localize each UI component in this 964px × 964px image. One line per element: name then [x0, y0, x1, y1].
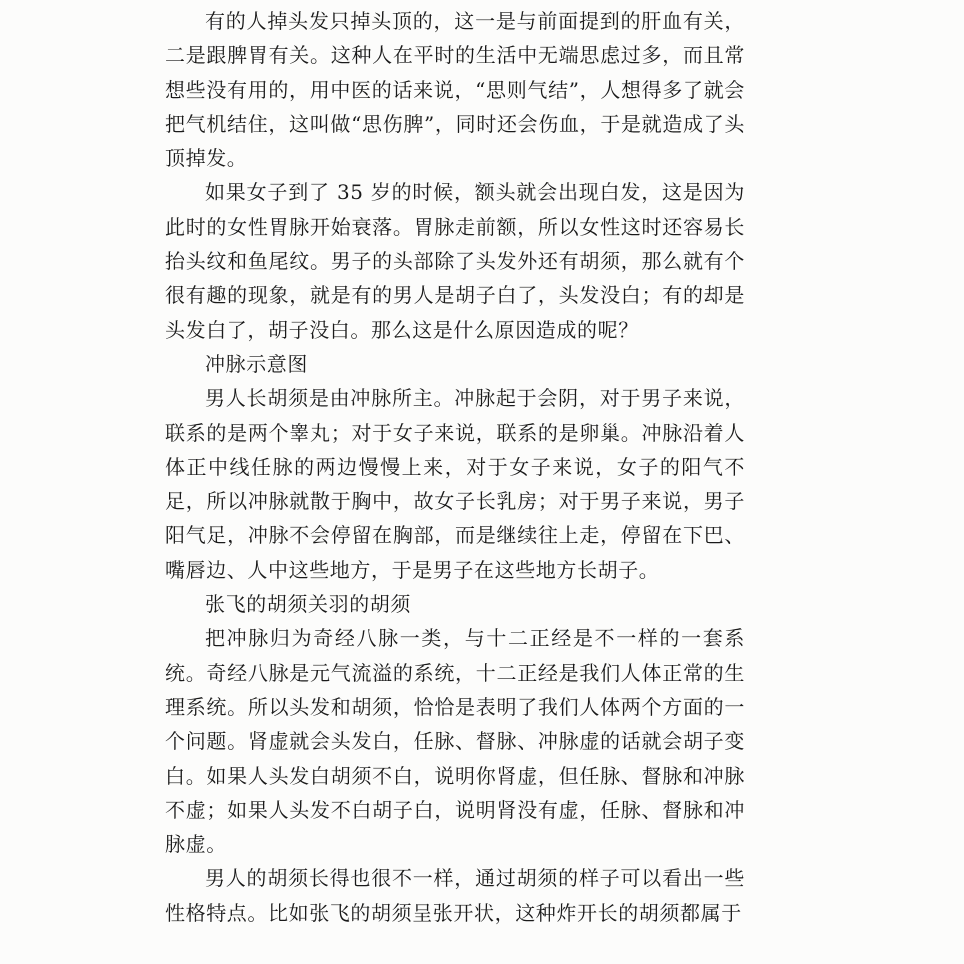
section-heading-beards: 张飞的胡须关羽的胡须 [205, 592, 411, 617]
paragraph-extraordinary-meridians: 把冲脉归为奇经八脉一类，与十二正经是不一样的一套系统。奇经八脉是元气流溢的系统，十二正经是我们人体正常的生理系统。所以头发和胡须，恰恰是表明了我们人体两个方面的一个问题。肾虚就会头发白，任脉、督脉、冲脉虚的话就会胡子变白。如果人头发白胡须不白，说明你肾虚，但任脉、督脉和冲脉不虚；如果人头发不白胡子白，说明肾没有虚，任脉、督脉和冲脉虚。 [165, 626, 745, 857]
figure-caption-chong-meridian: 冲脉示意图 [205, 351, 308, 376]
paragraph-beard-chong-meridian: 男人长胡须是由冲脉所主。冲脉起于会阴，对于男子来说，联系的是两个睾丸；对于女子来说，联系的是卵巢。冲脉沿着人体正中线任脉的两边慢慢上来，对于女子来说，女子的阳气不足，所以冲脉就散于胸中，故女子长乳房；对于男子来说，男子阳气足，冲脉不会停留在胸部，而是继续往上走，停留在下巴、嘴唇边、人中这些地方，于是男子在这些地方长胡子。 [165, 386, 745, 582]
body-text [165, 4, 745, 930]
paragraph-hair-loss: 有的人掉头发只掉头顶的，这一是与前面提到的肝血有关，二是跟脾胃有关。这种人在平时的生活中无端思虑过多，而且常想些没有用的，用中医的话来说，“思则气结”，人想得多了就会把气机结住，这叫做“思伤脾”，同时还会伤血，于是就造成了头顶掉发。 [165, 9, 745, 171]
paragraph-beard-personality: 男人的胡须长得也很不一样，通过胡须的样子可以看出一些性格特点。比如张飞的胡须呈张开状，这种炸开长的胡须都属于 [165, 866, 745, 925]
paragraph-white-hair: 如果女子到了 35 岁的时候，额头就会出现白发，这是因为此时的女性胃脉开始衰落。胃脉走前额，所以女性这时还容易长抬头纹和鱼尾纹。男子的头部除了头发外还有胡须，那么就有个很有趣的现象，就是有的男人是胡子白了，头发没白；有的却是头发白了，胡子没白。那么这是什么原因造成的呢？ [165, 180, 745, 342]
